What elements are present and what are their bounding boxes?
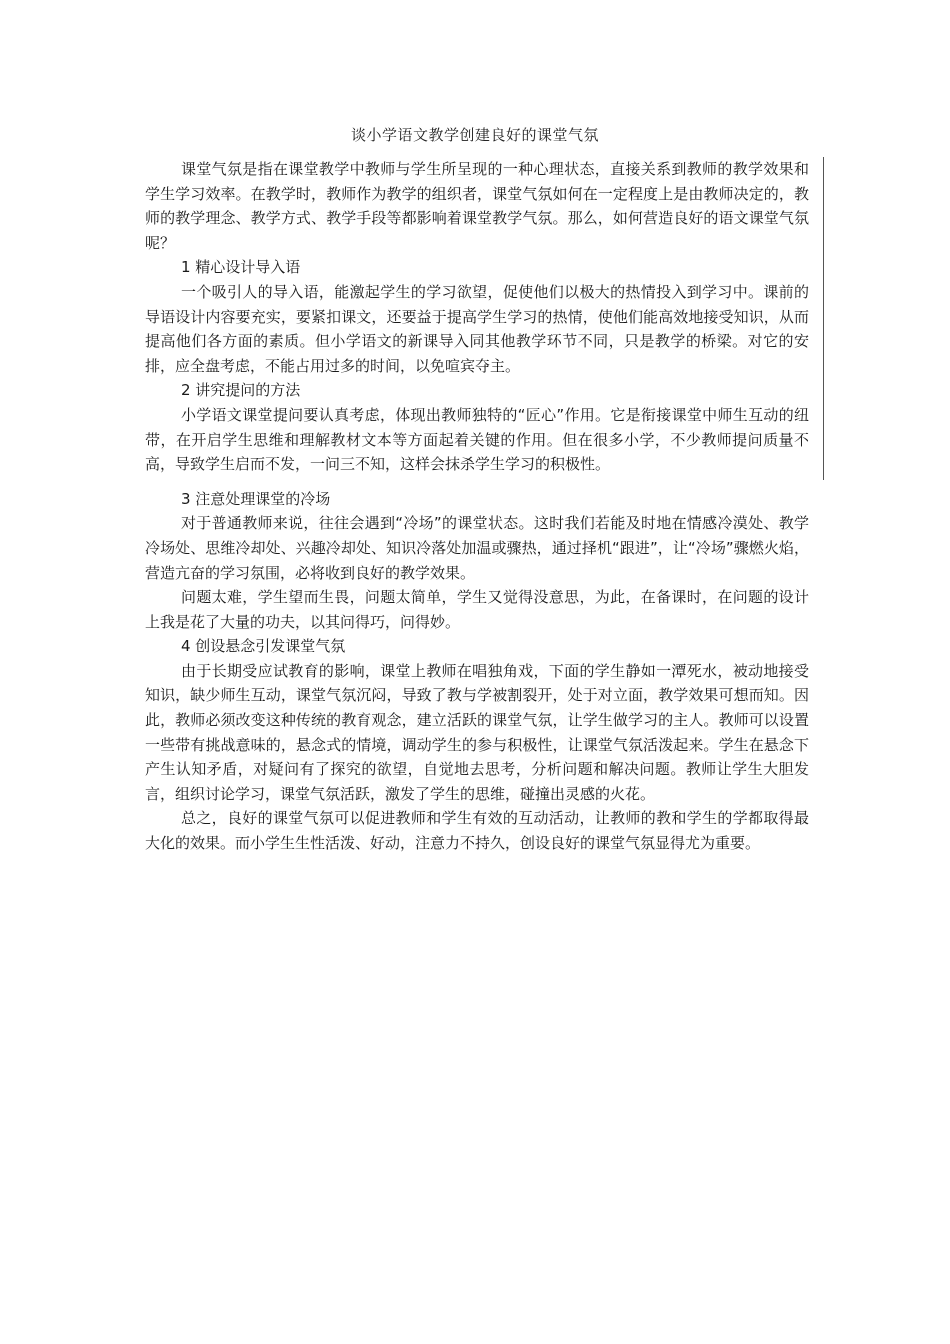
section-4-paragraph: 由于长期受应试教育的影响，课堂上教师在唱独角戏，下面的学生静如一潭死水，被动地接受知识，缺少师生互动，课堂气氛沉闷，导致了教与学被割裂开，处于对立面，教学效果可想而知。因此，教师必须改变这种传统的教育观念，建立活跃的课堂气氛，让学生做学习的主人。教师可以设置一些带有挑战意味的，悬念式的情境，调动学生的参与积极性，让课堂气氛活泼起来。学生在悬念下产生认知矛盾，对疑问有了探究的欲望，自觉地去思考，分析问题和解决问题。教师让学生大胆发言，组织讨论学习，课堂气氛活跃，激发了学生的思维，碰撞出灵感的火花。 (145, 661, 809, 803)
section-heading-4: 4 创设悬念引发课堂气氛 (181, 637, 346, 656)
margin-change-bar (823, 157, 824, 480)
section-heading-1: 1 精心设计导入语 (181, 258, 301, 277)
document-body (145, 157, 809, 856)
section-3-paragraph-b: 问题太难，学生望而生畏，问题太简单，学生又觉得没意思，为此，在备课时，在问题的设计上我是花了大量的功夫，以其问得巧，问得妙。 (145, 588, 809, 631)
paragraph-gap (145, 477, 809, 487)
section-1-paragraph: 一个吸引人的导入语，能激起学生的学习欲望，促使他们以极大的热情投入到学习中。课前的导语设计内容要充实，要紧扣课文，还要益于提高学生学习的热情，使他们能高效地接受知识，从而提高他们各方面的素质。但小学语文的新课导入同其他教学环节不同，只是教学的桥梁。对它的安排，应全盘考虑，不能占用过多的时间，以免喧宾夺主。 (145, 282, 809, 375)
section-3-paragraph-a: 对于普通教师来说，往往会遇到“冷场”的课堂状态。这时我们若能及时地在情感冷漠处、教学冷场处、思维冷却处、兴趣冷却处、知识冷落处加温或骤热，通过择机“跟进”，让“冷场”骤燃火焰，营造亢奋的学习氛围，必将收到良好的教学效果。 (145, 514, 809, 582)
intro-paragraph: 课堂气氛是指在课堂教学中教师与学生所呈现的一种心理状态，直接关系到教师的教学效果和学生学习效率。在教学时，教师作为教学的组织者，课堂气氛如何在一定程度上是由教师决定的，教师的教学理念、教学方式、教学手段等都影响着课堂教学气氛。那么，如何营造良好的语文课堂气氛呢？ (145, 160, 809, 252)
section-heading-3: 3 注意处理课堂的冷场 (181, 489, 331, 508)
document-title: 谈小学语文教学创建良好的课堂气氛 (350, 126, 599, 144)
conclusion-paragraph: 总之，良好的课堂气氛可以促进教师和学生有效的互动活动，让教师的教和学生的学都取得最大化的效果。而小学生生性活泼、好动，注意力不持久，创设良好的课堂气氛显得尤为重要。 (145, 809, 809, 853)
section-heading-2: 2 讲究提问的方法 (181, 381, 301, 400)
section-2-paragraph: 小学语文课堂提问要认真考虑，体现出教师独特的“匠心”作用。它是衔接课堂中师生互动的纽带，在开启学生思维和理解教材文本等方面起着关键的作用。但在很多小学，不少教师提问质量不高，导致学生启而不发，一问三不知，这样会抹杀学生学习的积极性。 (145, 405, 809, 474)
